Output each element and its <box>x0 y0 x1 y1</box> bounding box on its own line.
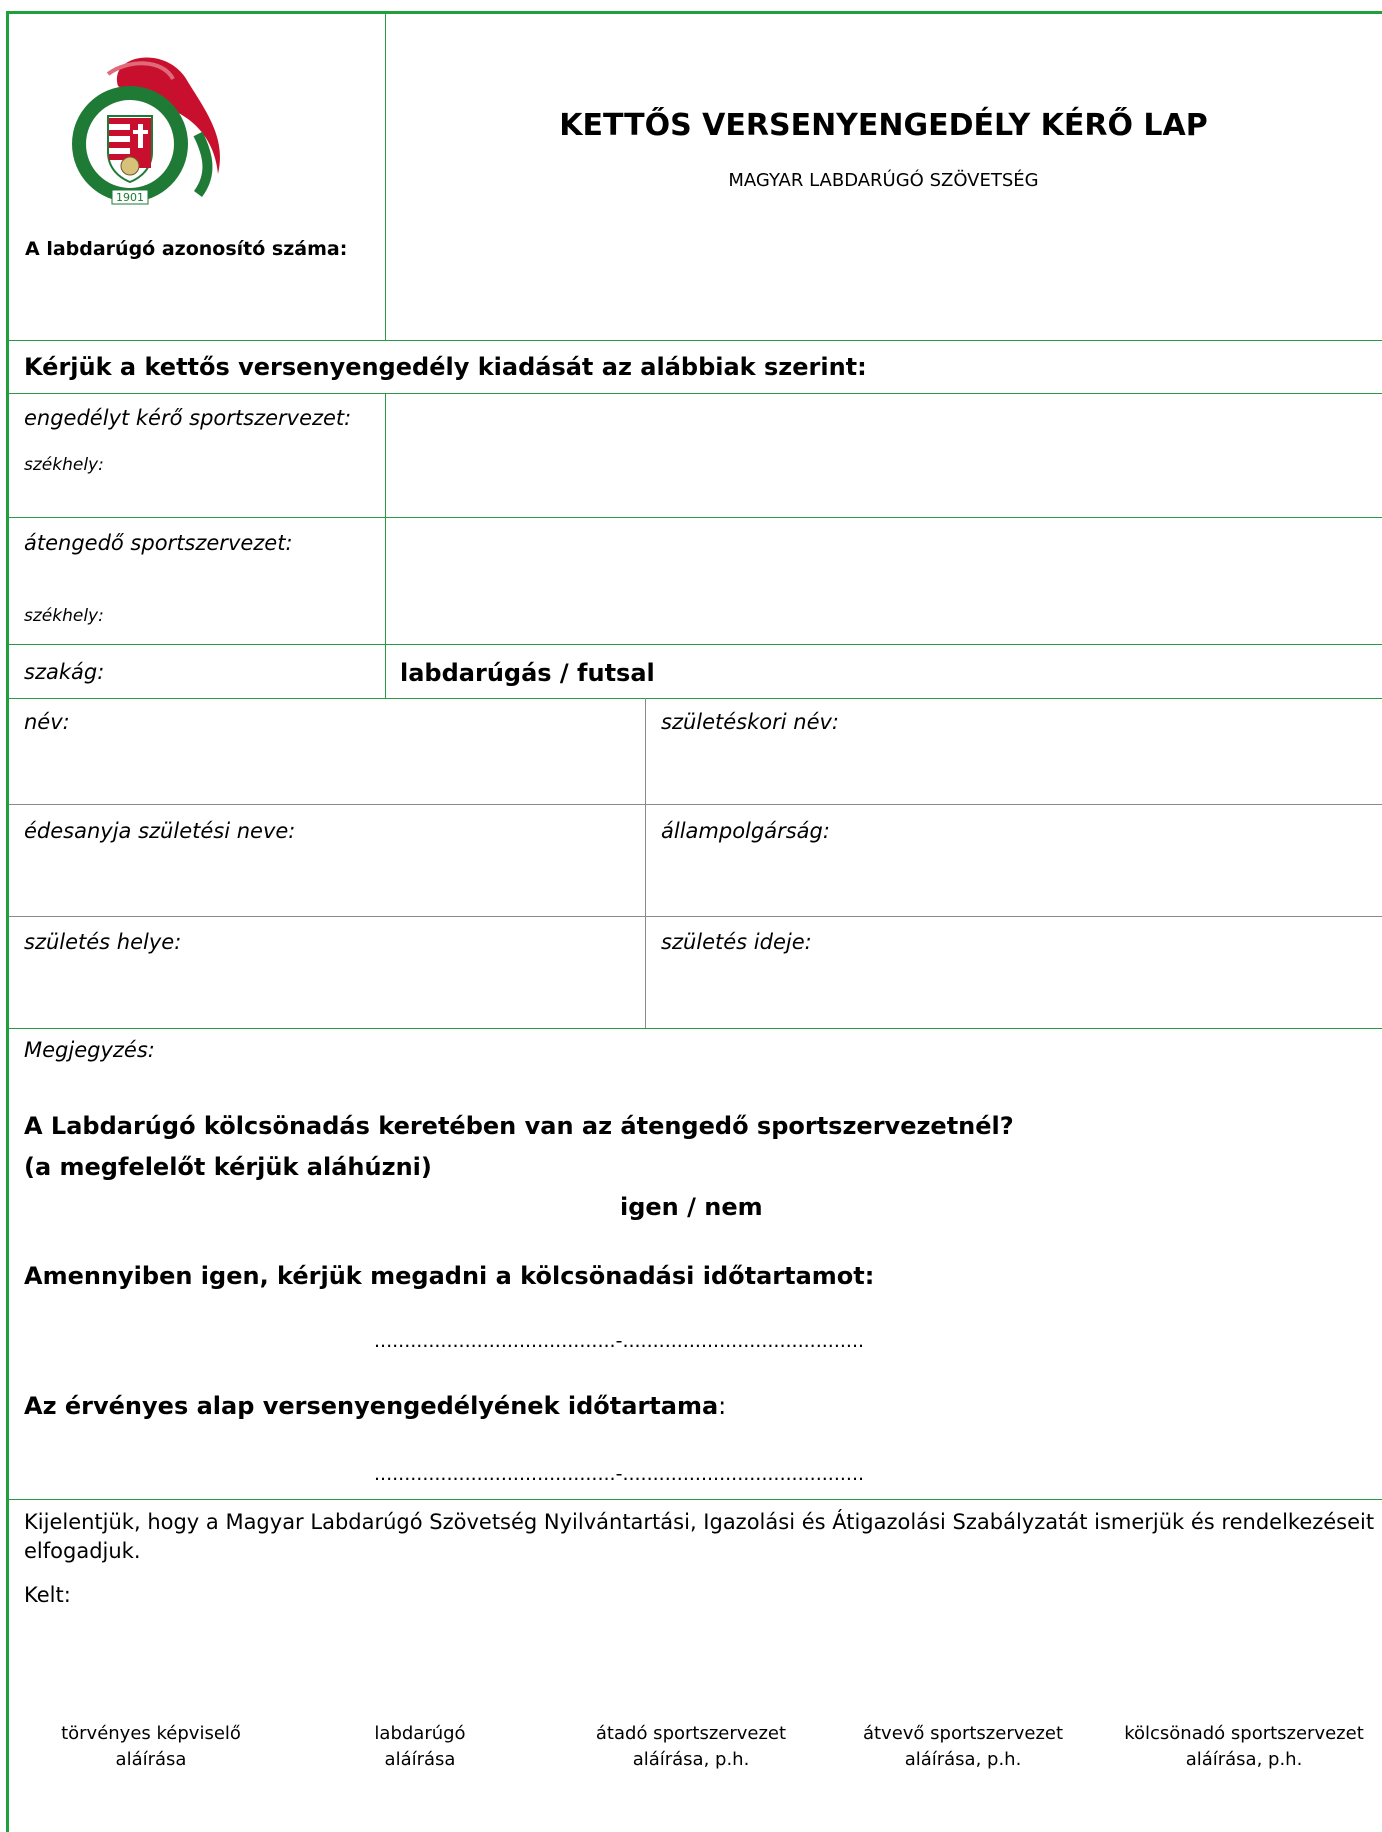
signature-line2: aláírása, p.h. <box>904 1749 1022 1770</box>
loan-period-prompt: Amennyiben igen, kérjük megadni a kölcsönadási időtartamot: <box>24 1262 875 1290</box>
declaration-text-line2: elfogadjuk. <box>24 1539 141 1563</box>
signature-line2: aláírása <box>384 1749 456 1770</box>
logo-year: 1901 <box>116 191 144 204</box>
personal-column-divider <box>645 698 646 1028</box>
license-period-prompt-text: Az érvényes alap versenyengedélyének időtartama <box>24 1392 719 1420</box>
birth-name-label: születéskori név: <box>661 710 840 734</box>
loan-period-blank[interactable]: ........................................-........................................ <box>374 1330 865 1352</box>
loan-options[interactable]: igen / nem <box>620 1193 763 1221</box>
signature-line1: labdarúgó <box>374 1723 466 1744</box>
mother-name-label: édesanyja születési neve: <box>24 819 296 843</box>
birth-date-field[interactable] <box>647 962 1380 1024</box>
birth-date-label: születés ideje: <box>661 930 812 954</box>
divider <box>9 340 1382 341</box>
signature-line1: kölcsönadó sportszervezet <box>1124 1723 1364 1744</box>
signature-line2: aláírása <box>115 1749 187 1770</box>
signature-line1: törvényes képviselő <box>61 1723 241 1744</box>
requesting-seat-label: székhely: <box>24 455 104 475</box>
form-frame <box>6 11 1382 1832</box>
license-period-prompt <box>24 1392 726 1420</box>
name-field[interactable] <box>10 740 643 802</box>
form-title: KETTŐS VERSENYENGEDÉLY KÉRŐ LAP <box>559 108 1208 143</box>
divider <box>9 644 1382 645</box>
divider <box>9 916 1382 917</box>
releasing-seat-label: székhely: <box>24 606 104 626</box>
citizenship-field[interactable] <box>647 850 1380 914</box>
branch-label: szakág: <box>24 660 105 684</box>
organization-name: MAGYAR LABDARÚGÓ SZÖVETSÉG <box>728 170 1039 191</box>
requesting-org-label: engedélyt kérő sportszervezet: <box>24 406 352 430</box>
birth-name-field[interactable] <box>647 740 1380 802</box>
signature-player <box>305 1721 535 1773</box>
request-heading: Kérjük a kettős versenyengedély kiadását az alábbiak szerint: <box>24 353 867 381</box>
loan-hint: (a megfelelőt kérjük aláhúzni) <box>24 1153 432 1181</box>
name-label: név: <box>24 710 70 734</box>
citizenship-label: állampolgárság: <box>661 819 830 843</box>
player-id-label: A labdarúgó azonosító száma: <box>25 238 348 260</box>
releasing-org-field[interactable] <box>387 518 1380 643</box>
license-period-blank[interactable]: ........................................-........................................ <box>374 1463 865 1485</box>
signature-line1: átvevő sportszervezet <box>862 1723 1064 1744</box>
signature-legal-representative <box>36 1721 266 1773</box>
branch-value: labdarúgás / futsal <box>400 659 655 687</box>
loan-question: A Labdarúgó kölcsönadás keretében van az átengedő sportszervezetnél? <box>24 1112 1014 1140</box>
signature-line2: aláírása, p.h. <box>1185 1749 1303 1770</box>
releasing-org-label: átengedő sportszervezet: <box>24 531 293 555</box>
divider <box>9 698 1382 699</box>
mlsz-logo <box>48 44 226 214</box>
birth-place-label: születés helye: <box>24 930 182 954</box>
divider <box>9 1028 1382 1029</box>
signature-releasing-club <box>576 1721 806 1773</box>
date-label: Kelt: <box>24 1583 71 1607</box>
divider <box>9 804 1382 805</box>
declaration-text-line1: Kijelentjük, hogy a Magyar Labdarúgó Szövetség Nyilvántartási, Igazolási és Átigazolási Szabályzatát ismerjük és rendelkezéseit <box>24 1510 1375 1534</box>
birth-place-field[interactable] <box>10 962 643 1024</box>
signature-lending-club <box>1106 1721 1382 1773</box>
signature-line1: átadó sportszervezet <box>595 1723 787 1744</box>
mother-name-field[interactable] <box>10 850 643 914</box>
notes-label: Megjegyzés: <box>24 1038 155 1062</box>
label-column-divider <box>385 393 386 698</box>
license-period-colon: : <box>718 1392 727 1420</box>
signature-receiving-club <box>843 1721 1083 1773</box>
divider <box>9 1499 1382 1500</box>
requesting-org-field[interactable] <box>387 394 1380 516</box>
signature-line2: aláírása, p.h. <box>632 1749 750 1770</box>
